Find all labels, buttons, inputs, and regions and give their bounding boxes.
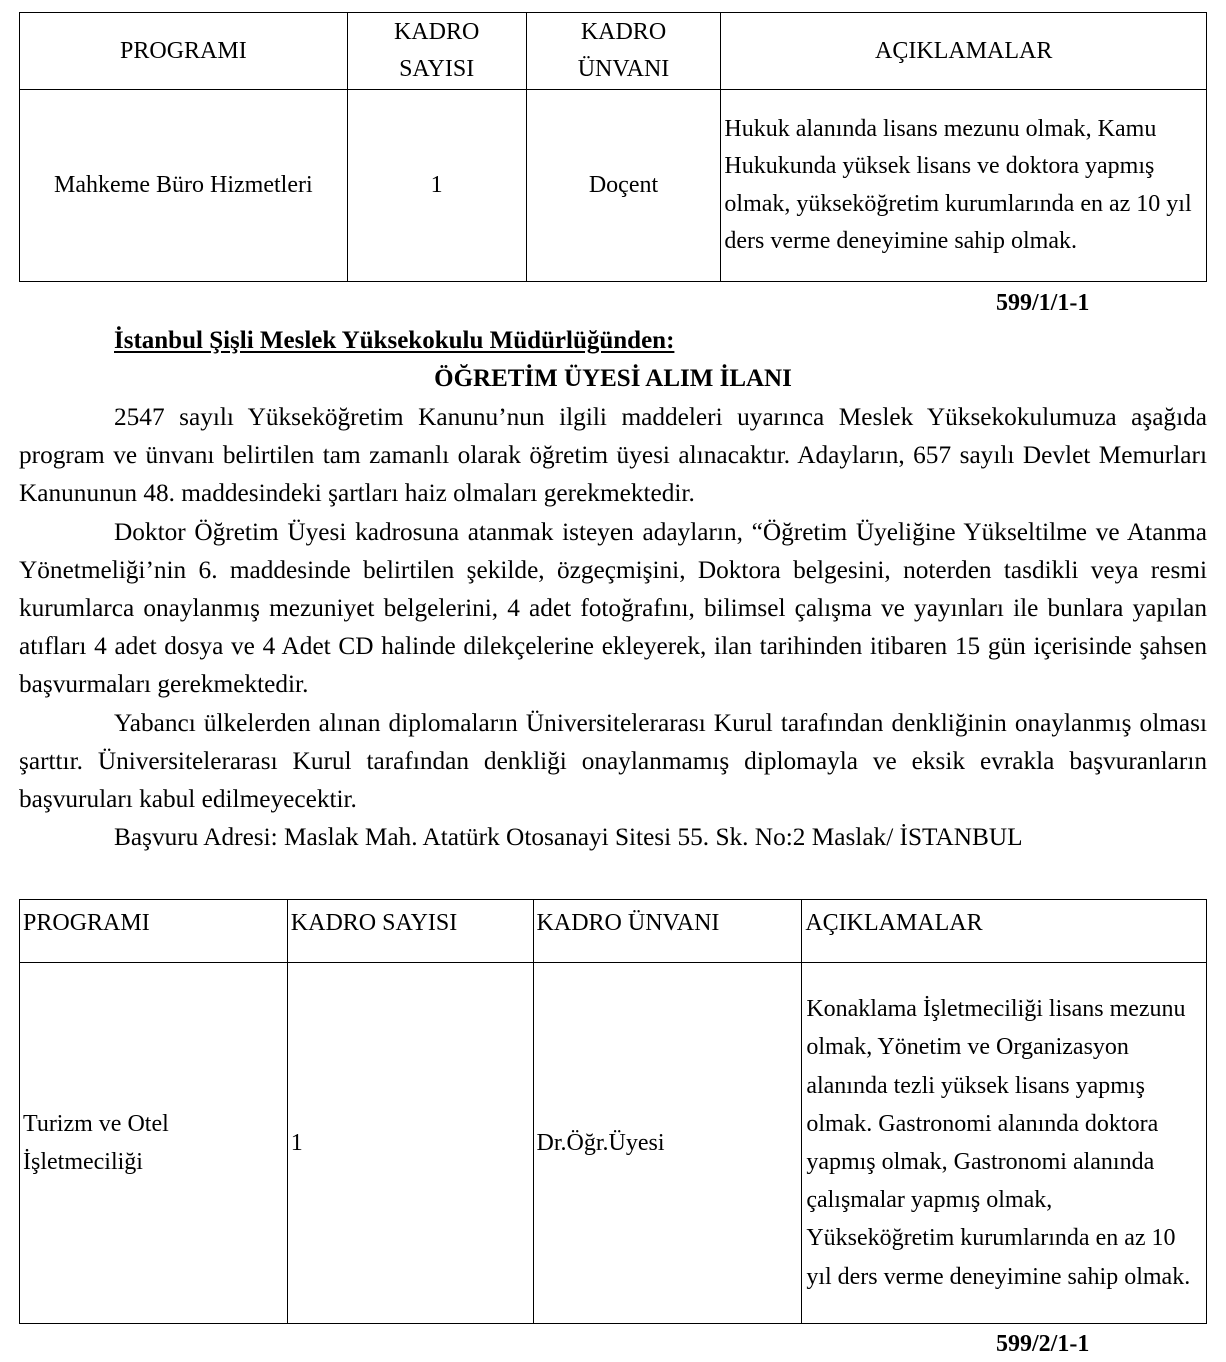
paragraph: Yabancı ülkelerden alınan diplomaların Üniversitelerarası Kurul tarafından denkliğinin onaylanmış olması şarttır. Üniversitelerarası Kurul tarafından denkliği onaylanmamış diplomayla ve eksik evrakla başvuranların başvuruları kabul edilmeyecektir. bbox=[19, 708, 1207, 814]
cell-description: Konaklama İşletmeciliği lisans mezunu olmak, Yönetim ve Organizasyon alanında tezli yüksek lisans yapmış olmak. Gastronomi alanında doktora yapmış olmak, Gastronomi alanında çalışmalar yapmış olmak, Yükseköğretim kurumlarında en az 10 yıl ders verme deneyimine sahip olmak. bbox=[802, 963, 1207, 1324]
header-description: AÇIKLAMALAR bbox=[721, 13, 1207, 90]
header-description: AÇIKLAMALAR bbox=[802, 900, 1207, 963]
announcement-body bbox=[19, 398, 1207, 856]
cell-title: Doçent bbox=[526, 90, 721, 282]
table-row bbox=[20, 963, 1207, 1324]
header-title: KADRO ÜNVANI bbox=[533, 900, 802, 963]
cell-program: Turizm ve Otel İşletmeciliği bbox=[20, 963, 288, 1324]
positions-table-1 bbox=[19, 12, 1207, 282]
header-count: KADRO SAYISI bbox=[347, 13, 526, 90]
header-program: PROGRAMI bbox=[20, 900, 288, 963]
application-address: Başvuru Adresi: Maslak Mah. Atatürk Otosanayi Sitesi 55. Sk. No:2 Maslak/ İSTANBUL bbox=[114, 823, 1023, 852]
cell-count: 1 bbox=[287, 963, 533, 1324]
reference-number: 599/2/1-1 bbox=[996, 1331, 1090, 1357]
table-header-row bbox=[20, 13, 1207, 90]
cell-count: 1 bbox=[347, 90, 526, 282]
table-row bbox=[20, 90, 1207, 282]
institution-heading: İstanbul Şişli Meslek Yüksekokulu Müdürlüğünden: bbox=[114, 327, 675, 354]
reference-number: 599/1/1-1 bbox=[996, 290, 1090, 316]
header-count: KADRO SAYISI bbox=[287, 900, 533, 963]
paragraph: Doktor Öğretim Üyesi kadrosuna atanmak isteyen adayların, “Öğretim Üyeliğine Yükseltilme ve Atanma Yönetmeliği’nin 6. maddesinde belirtilen şekilde, özgeçmişini, Doktora belgesini, noterden tasdikli veya resmi kurumlarca onaylanmış mezuniyet belgelerini, 4 adet fotoğrafını, bilimsel çalışma ve yayınları ile bunlara yapılan atıfları 4 adet dosya ve 4 Adet CD halinde dilekçelerine ekleyerek, ilan tarihinden itibaren 15 gün içerisinde şahsen başvurmaları gerekmektedir. bbox=[19, 517, 1207, 699]
table-header-row bbox=[20, 900, 1207, 963]
announcement-title: ÖĞRETİM ÜYESİ ALIM İLANI bbox=[434, 365, 792, 392]
cell-program: Mahkeme Büro Hizmetleri bbox=[20, 90, 348, 282]
header-title: KADRO ÜNVANI bbox=[526, 13, 721, 90]
positions-table-2 bbox=[19, 899, 1207, 1324]
cell-description: Hukuk alanında lisans mezunu olmak, Kamu Hukukunda yüksek lisans ve doktora yapmış olmak, yükseköğretim kurumlarında en az 10 yıl ders verme deneyimine sahip olmak. bbox=[721, 90, 1207, 282]
header-program: PROGRAMI bbox=[20, 13, 348, 90]
paragraph: 2547 sayılı Yükseköğretim Kanunu’nun ilgili maddeleri uyarınca Meslek Yüksekokulumuza aşağıda program ve ünvanı belirtilen tam zamanlı olarak öğretim üyesi alınacaktır. Adayların, 657 sayılı Devlet Memurları Kanununun 48. maddesindeki şartları haiz olmaları gerekmektedir. bbox=[19, 403, 1207, 508]
cell-title: Dr.Öğr.Üyesi bbox=[533, 963, 802, 1324]
